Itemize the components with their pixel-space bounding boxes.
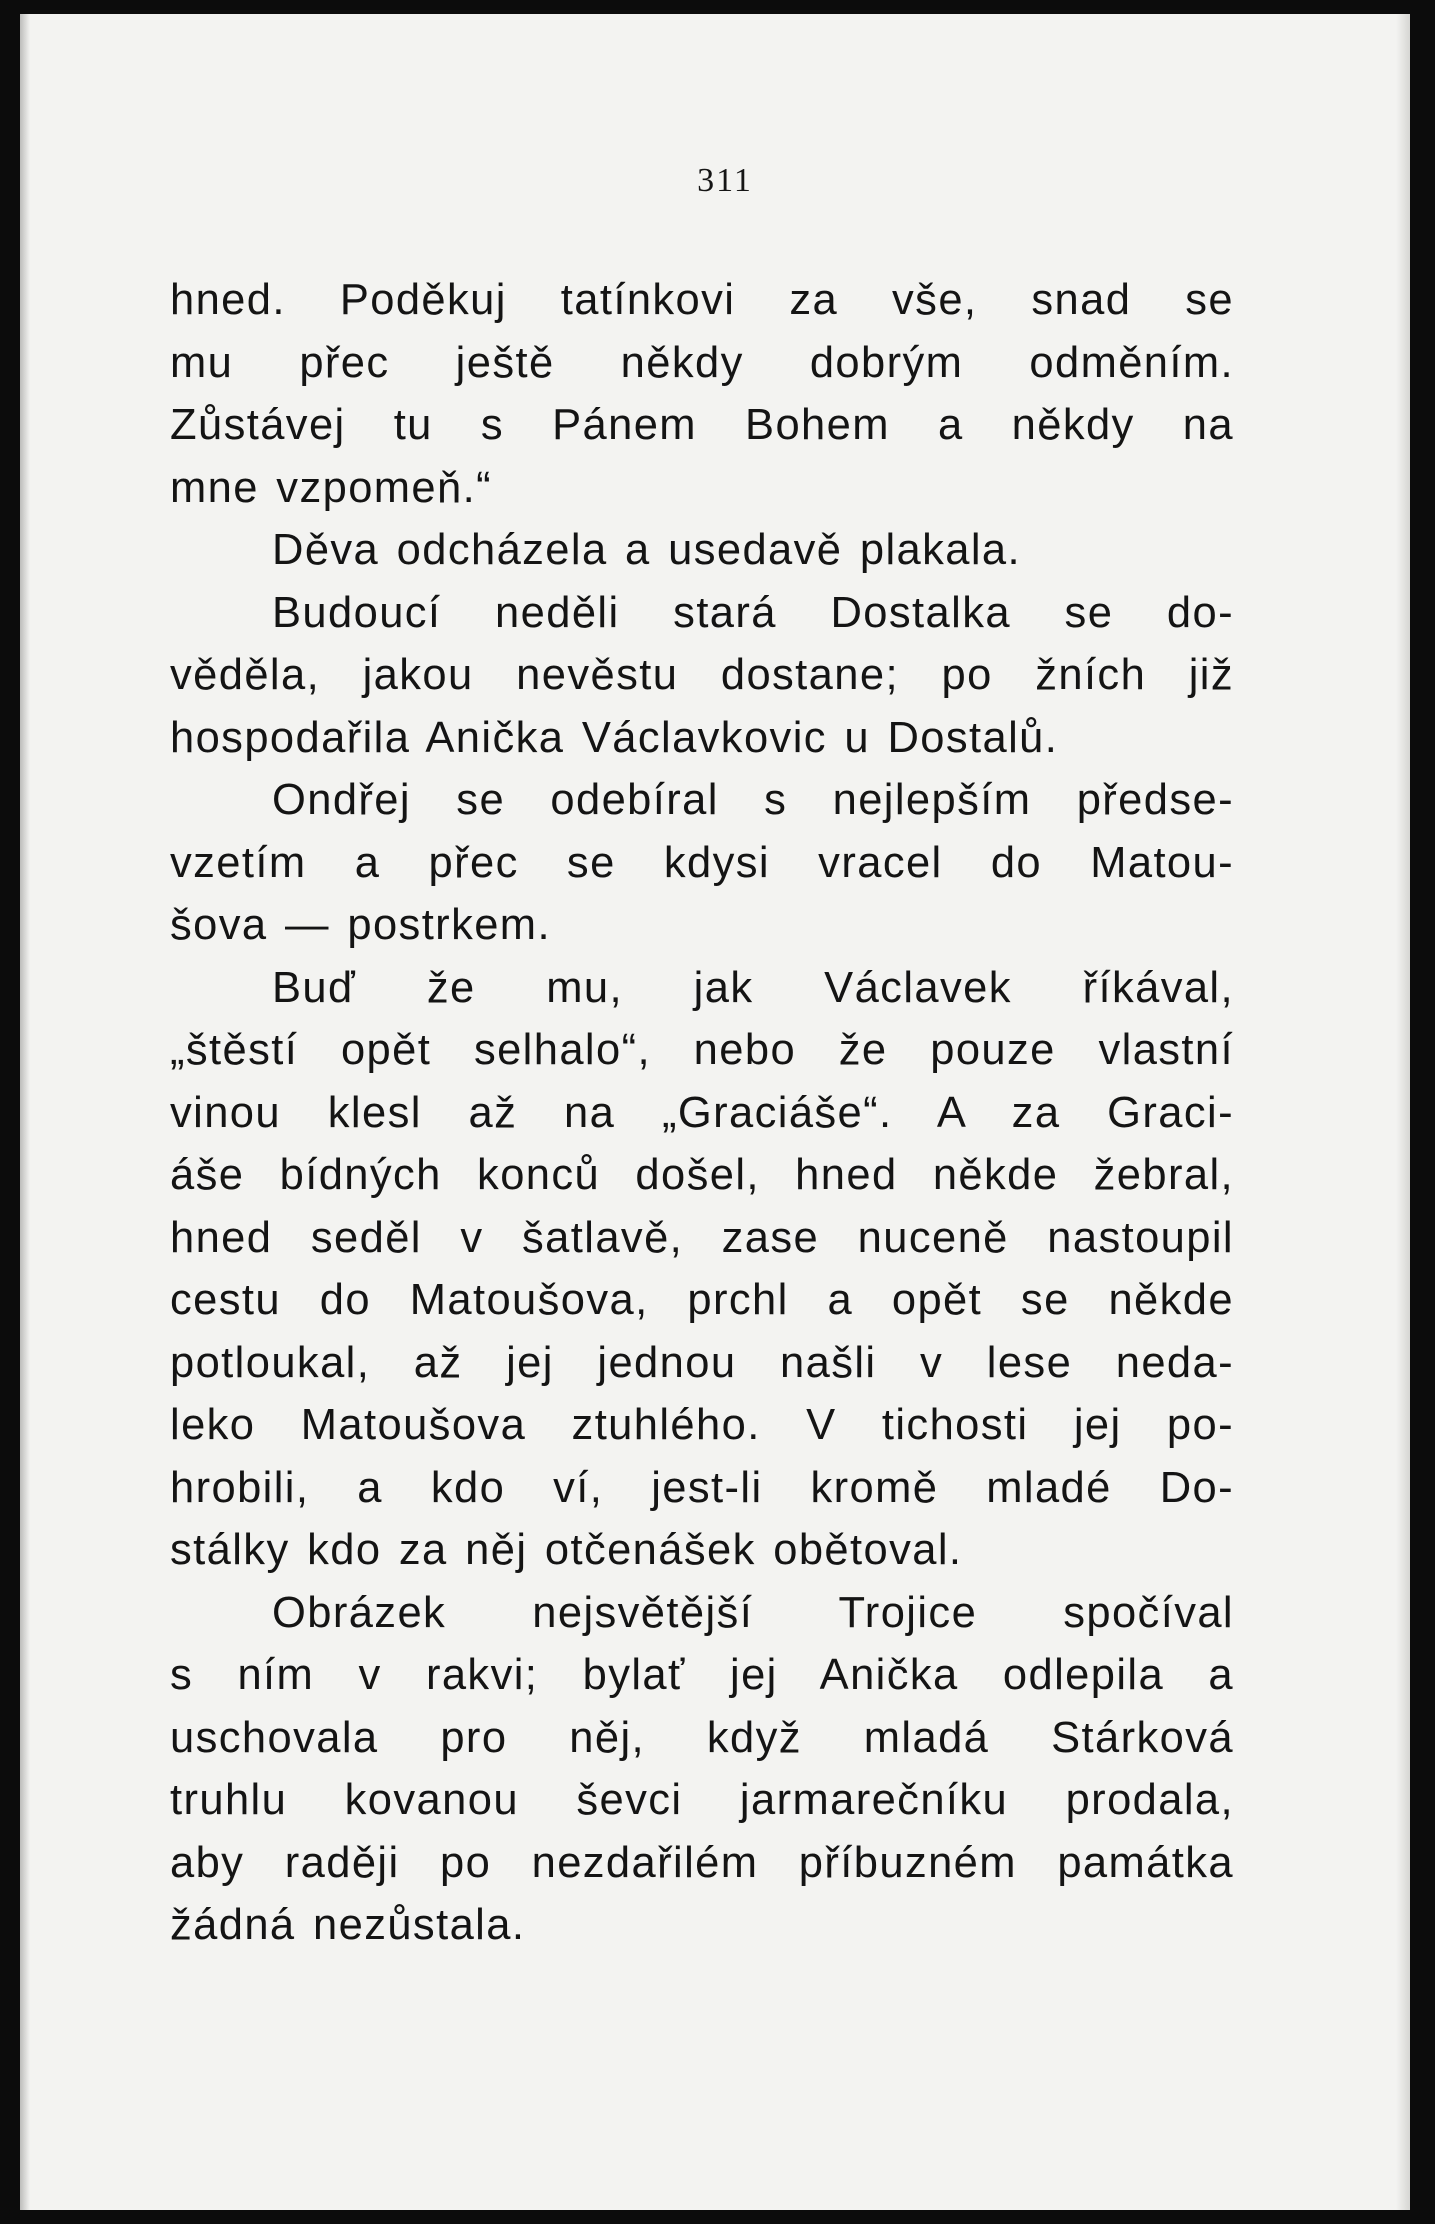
book-page (20, 14, 1410, 2210)
text-line: hrobili, a kdo ví, jest-li kromě mladé Do- (170, 1463, 1234, 1512)
page-edge-shadow (1396, 14, 1410, 2210)
text-line: truhlu kovanou ševci jarmarečníku prodala, (170, 1776, 1234, 1824)
text-line: Budoucí neděli stará Dostalka se do- (272, 588, 1234, 637)
text-line: Obrázek nejsvětější Trojice spočíval (272, 1588, 1234, 1637)
text-line: žádná nezůstala. (170, 1901, 526, 1949)
text-line: hned seděl v šatlavě, zase nuceně nastoupil (170, 1213, 1234, 1262)
text-line: Zůstávej tu s Pánem Bohem a někdy na (170, 401, 1234, 449)
text-line: leko Matoušova ztuhlého. V tichosti jej po- (170, 1401, 1234, 1449)
page-number: 311 (697, 162, 753, 199)
text-line: uschovala pro něj, když mladá Stárková (170, 1713, 1234, 1762)
page-binding-edge (20, 14, 30, 2210)
text-line: Ondřej se odebíral s nejlepším předse- (272, 776, 1234, 824)
text-line: vzetím a přec se kdysi vracel do Matou- (170, 838, 1234, 887)
text-line: hned. Poděkuj tatínkovi za vše, snad se (170, 276, 1234, 324)
text-line: stálky kdo za něj otčenášek obětoval. (170, 1526, 963, 1574)
text-line: šova — postrkem. (170, 901, 551, 949)
text-line: s ním v rakvi; bylať jej Anička odlepila a (170, 1651, 1234, 1699)
text-line: Buď že mu, jak Václavek říkával, (272, 963, 1234, 1012)
text-line: hospodařila Anička Václavkovic u Dostalů. (170, 713, 1059, 762)
text-line: áše bídných konců došel, hned někde žebral, (170, 1151, 1234, 1199)
text-line: Děva odcházela a usedavě plakala. (272, 526, 1022, 574)
text-line: věděla, jakou nevěstu dostane; po žních již (170, 651, 1234, 699)
body-text (170, 269, 1234, 1957)
text-line: mne vzpomeň.“ (170, 463, 492, 512)
text-line: mu přec ještě někdy dobrým odměním. (170, 338, 1234, 387)
text-line: cestu do Matoušova, prchl a opět se někde (170, 1276, 1234, 1324)
text-line: „štěstí opět selhalo“, nebo že pouze vlastní (170, 1026, 1234, 1074)
text-line: aby raději po nezdařilém příbuzném památka (170, 1838, 1234, 1887)
text-line: potloukal, až jej jednou našli v lese neda- (170, 1338, 1234, 1387)
text-line: vinou klesl až na „Graciáše“. A za Graci- (170, 1088, 1234, 1137)
